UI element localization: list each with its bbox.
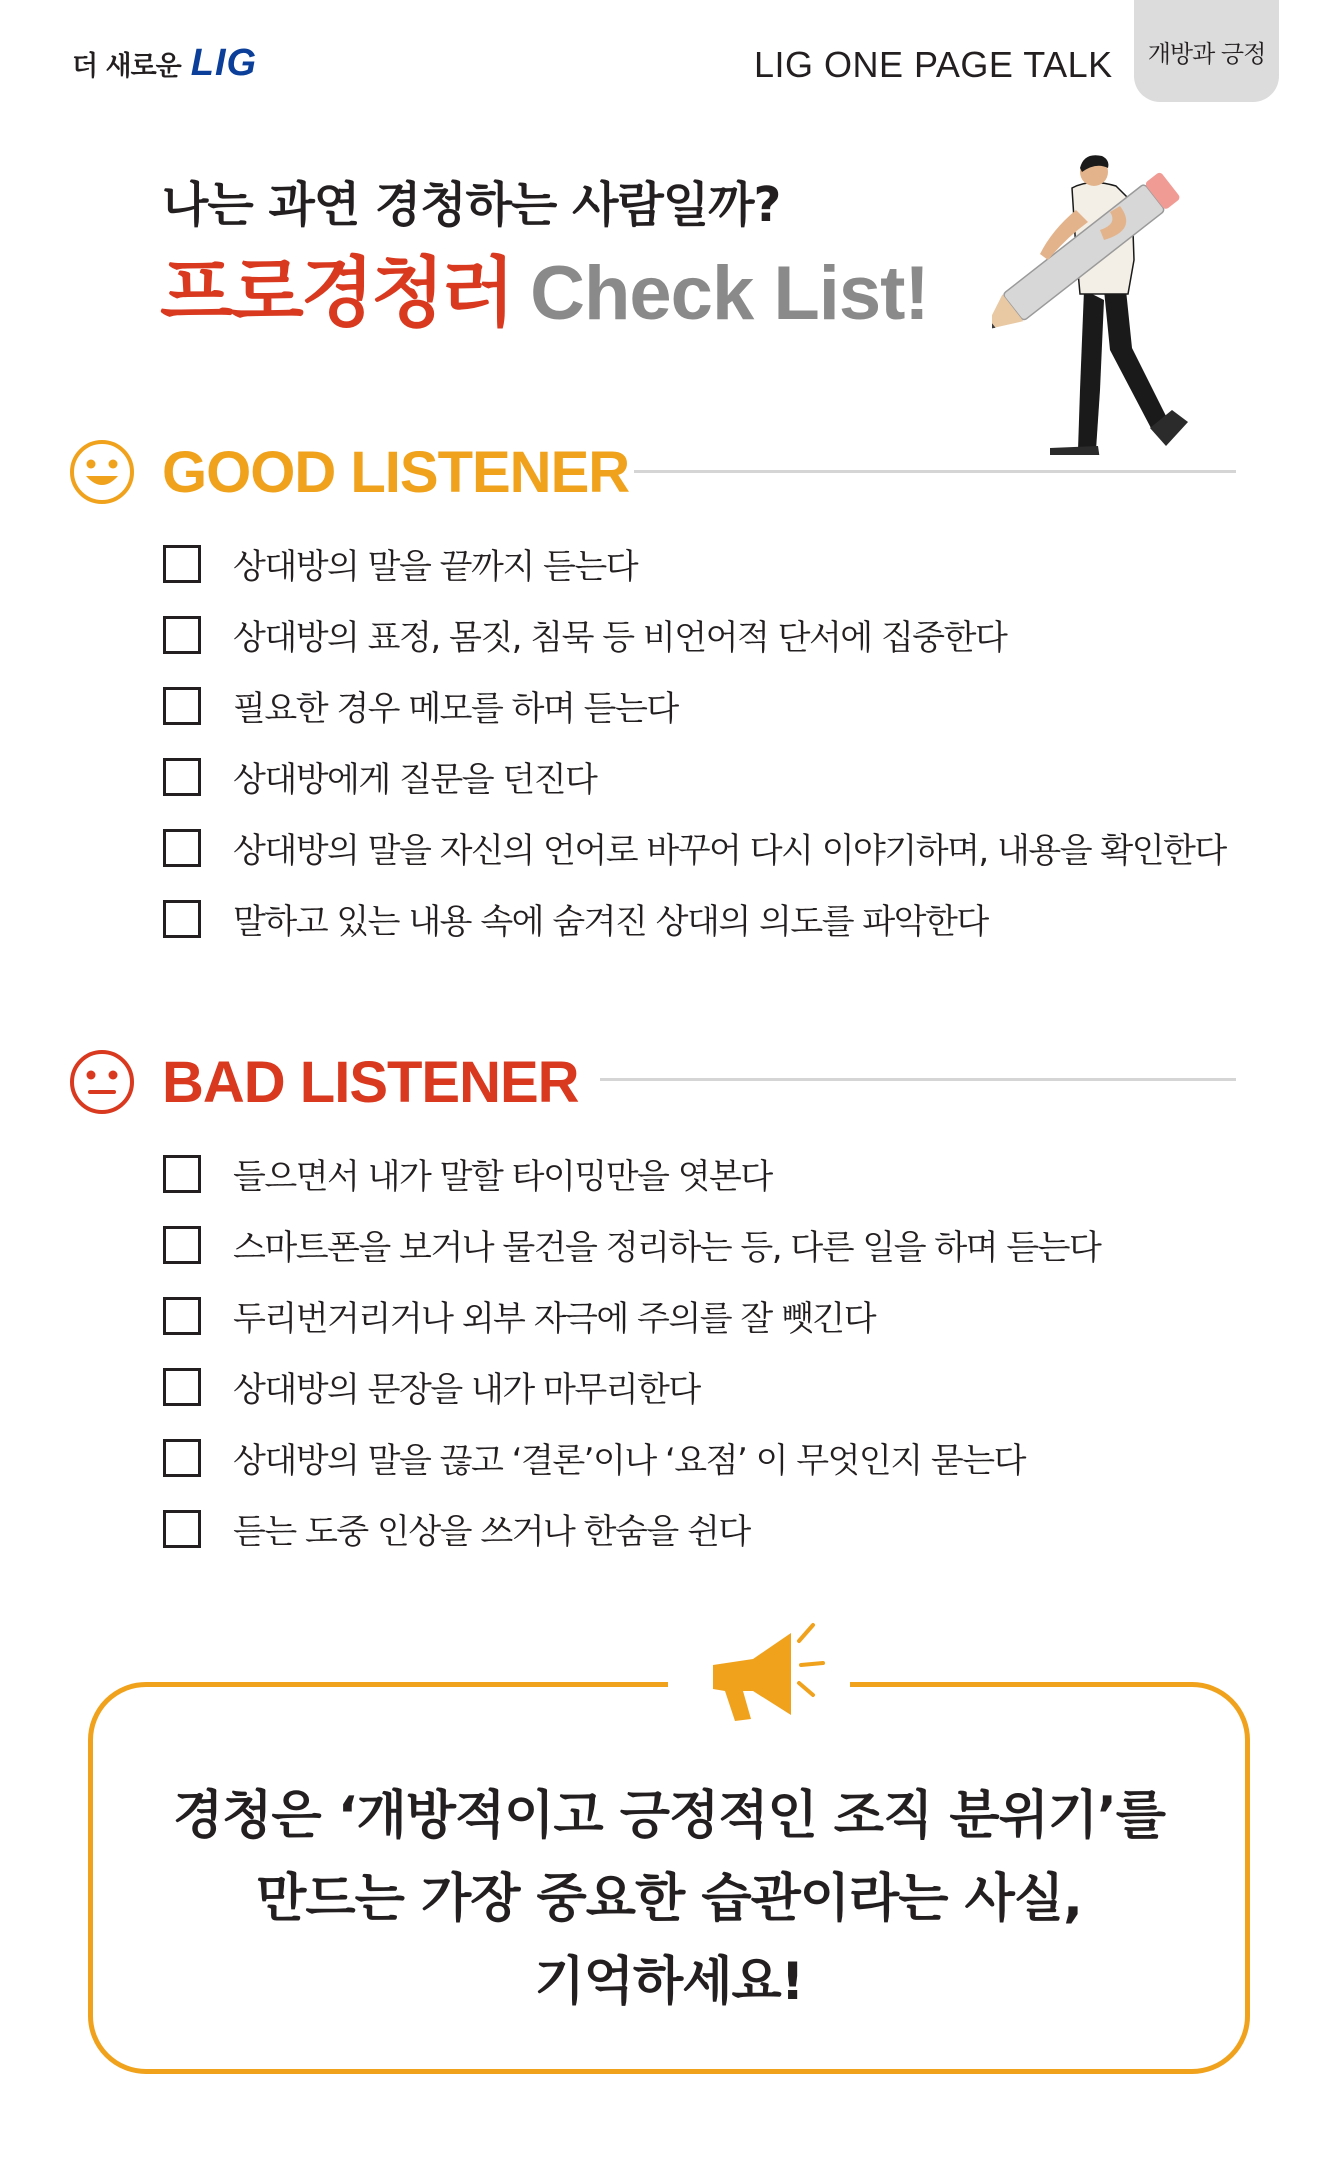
- page-title-grey: Check List!: [530, 251, 929, 336]
- item-text: 두리번거리거나 외부 자극에 주의를 잘 뺏긴다: [233, 1299, 876, 1339]
- bad-divider: [600, 1078, 1236, 1081]
- list-item: [163, 1280, 1100, 1351]
- good-checklist: [163, 528, 1226, 954]
- item-text: 상대방의 문장을 내가 마무리한다: [233, 1370, 700, 1410]
- list-item: [163, 670, 1226, 741]
- checkbox[interactable]: [163, 758, 201, 796]
- page-title-red: 프로경청러: [160, 248, 513, 337]
- list-item: [163, 741, 1226, 812]
- bad-listener-title: BAD LISTENER: [162, 1049, 579, 1115]
- good-divider: [634, 470, 1236, 473]
- list-item: [163, 528, 1226, 599]
- checkbox[interactable]: [163, 1226, 201, 1264]
- checkbox[interactable]: [163, 829, 201, 867]
- checkbox[interactable]: [163, 687, 201, 725]
- checkbox[interactable]: [163, 545, 201, 583]
- checkbox[interactable]: [163, 1297, 201, 1335]
- item-text: 상대방에게 질문을 던진다: [233, 760, 597, 800]
- list-item: [163, 1493, 1100, 1564]
- list-item: [163, 1209, 1100, 1280]
- checkbox[interactable]: [163, 1368, 201, 1406]
- item-text: 들으면서 내가 말할 타이밍만을 엿본다: [233, 1157, 772, 1197]
- page-subtitle: 나는 과연 경청하는 사람일까?: [162, 177, 781, 233]
- category-tag: 개방과 긍정: [1134, 0, 1279, 102]
- brand: [72, 42, 257, 85]
- callout-line-3: 기억하세요!: [534, 1952, 804, 2012]
- good-listener-heading: [68, 438, 629, 506]
- item-text: 상대방의 표정, 몸짓, 침묵 등 비언어적 단서에 집중한다: [233, 618, 1007, 658]
- item-text: 상대방의 말을 끝까지 듣는다: [233, 547, 638, 587]
- callout-text: [93, 1775, 1245, 2024]
- megaphone-icon: [695, 1619, 835, 1729]
- item-text: 상대방의 말을 끊고 ‘결론’이나 ‘요점’ 이 무엇인지 묻는다: [233, 1441, 1025, 1481]
- callout-line-2: 만드는 가장 중요한 습관이라는 사실,: [256, 1869, 1082, 1929]
- smiling-face-icon: [68, 438, 136, 506]
- checkbox[interactable]: [163, 900, 201, 938]
- callout-line-1: 경청은 ‘개방적이고 긍정적인 조직 분위기’를: [172, 1786, 1166, 1846]
- checkbox[interactable]: [163, 1510, 201, 1548]
- page-title: [160, 232, 929, 341]
- callout-box: [88, 1682, 1250, 2074]
- list-item: [163, 599, 1226, 670]
- list-item: [163, 1351, 1100, 1422]
- checkbox[interactable]: [163, 1155, 201, 1193]
- item-text: 필요한 경우 메모를 하며 듣는다: [233, 689, 678, 729]
- list-item: [163, 1422, 1100, 1493]
- pencil-person-illustration: [992, 150, 1222, 455]
- list-item: [163, 883, 1226, 954]
- bad-listener-heading: [68, 1048, 579, 1116]
- brand-prefix: 더 새로운: [72, 51, 181, 82]
- item-text: 스마트폰을 보거나 물건을 정리하는 등, 다른 일을 하며 듣는다: [233, 1228, 1101, 1268]
- brand-logo: LIG: [190, 42, 258, 84]
- bad-checklist: [163, 1138, 1100, 1564]
- list-item: [163, 1138, 1100, 1209]
- checkbox[interactable]: [163, 1439, 201, 1477]
- list-item: [163, 812, 1226, 883]
- good-listener-title: GOOD LISTENER: [162, 439, 630, 505]
- checkbox[interactable]: [163, 616, 201, 654]
- series-title: LIG ONE PAGE TALK: [754, 44, 1113, 85]
- item-text: 상대방의 말을 자신의 언어로 바꾸어 다시 이야기하며, 내용을 확인한다: [233, 831, 1226, 871]
- item-text: 듣는 도중 인상을 쓰거나 한숨을 쉰다: [233, 1512, 750, 1552]
- neutral-face-icon: [68, 1048, 136, 1116]
- item-text: 말하고 있는 내용 속에 숨겨진 상대의 의도를 파악한다: [233, 902, 988, 942]
